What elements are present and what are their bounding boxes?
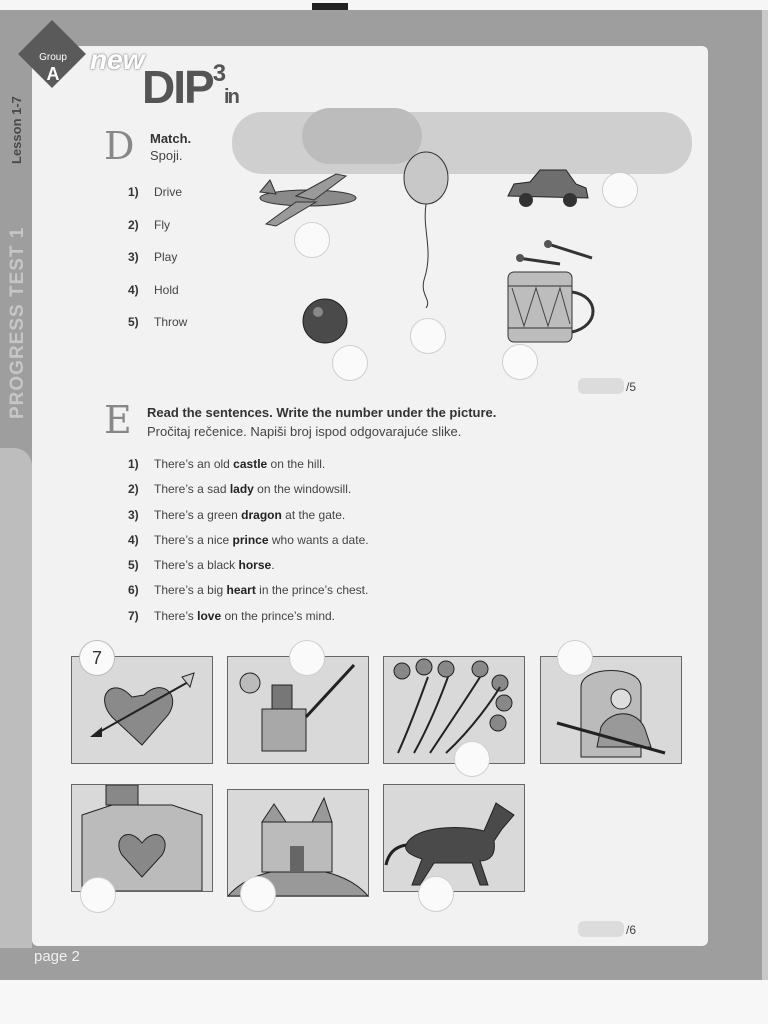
logo-new: new	[90, 44, 145, 75]
sentence-text: .	[271, 558, 275, 572]
d-item-num: 2)	[128, 218, 139, 232]
answer-circle-airplane[interactable]	[294, 222, 330, 258]
group-letter: A	[46, 64, 60, 84]
header-cloud-banner	[232, 112, 692, 174]
answer-circle-car[interactable]	[602, 172, 638, 208]
binder-tab	[312, 3, 348, 10]
sentence-num: 2)	[128, 482, 139, 496]
page-number: page 2	[34, 948, 80, 965]
sentence	[154, 508, 345, 522]
d-item-text: Throw	[154, 315, 188, 329]
logo-in: in	[224, 86, 238, 108]
car-icon	[504, 164, 592, 214]
answer-circle-drum[interactable]	[502, 344, 538, 380]
sentence-text: There’s	[154, 609, 198, 623]
balloon-icon	[398, 150, 454, 310]
sentence-text: on the windowsill.	[253, 482, 352, 496]
left-sidebar-bar	[0, 448, 32, 948]
score-e-label: /6	[626, 923, 637, 937]
bottom-margin	[0, 980, 768, 1024]
score-d-label: /5	[626, 380, 637, 394]
sentence-text: who wants a date.	[268, 533, 369, 547]
sentence-num: 3)	[128, 508, 139, 522]
answer-circle-lady[interactable]	[557, 640, 593, 676]
keyword: heart	[226, 583, 256, 597]
logo-brand-text: DIP	[142, 61, 213, 113]
sentence-num: 1)	[128, 457, 139, 471]
answer-circle-castle[interactable]	[240, 876, 276, 912]
sentence-text: There’s a green	[154, 508, 242, 522]
d-item-text: Fly	[154, 218, 170, 232]
prince-heart-icon	[72, 785, 212, 891]
lady-icon	[541, 657, 681, 763]
section-d-subtitle: Spoji.	[150, 148, 183, 163]
keyword: lady	[229, 482, 254, 496]
sentence	[154, 558, 275, 572]
sentence-text: There’s a nice	[154, 533, 233, 547]
logo-brand	[142, 60, 238, 114]
group-label: Group	[39, 52, 67, 63]
airplane-icon	[246, 170, 372, 230]
keyword: dragon	[241, 508, 282, 522]
sentence	[154, 609, 335, 623]
logo-sup: 3	[212, 60, 225, 87]
section-d-title: Match.	[150, 131, 192, 146]
answer-circle-ball[interactable]	[332, 345, 368, 381]
sentence	[154, 482, 351, 496]
sentence-text: on the prince’s mind.	[221, 609, 335, 623]
answer-circle-dragon[interactable]	[454, 741, 490, 777]
dragon-icon	[384, 657, 524, 763]
section-e-letter: E	[104, 398, 132, 442]
keyword: horse	[238, 558, 272, 572]
score-box-e[interactable]	[578, 921, 624, 937]
section-e-subtitle: Pročitaj rečenice. Napiši broj ispod odgovarajuće slike.	[147, 424, 462, 439]
example-answer: 7	[79, 640, 115, 676]
sentence-text: There’s a sad	[154, 482, 230, 496]
sentence-num: 6)	[128, 583, 139, 597]
picture-lady	[540, 656, 682, 764]
d-item-num: 5)	[128, 315, 139, 329]
sentence-num: 4)	[128, 533, 139, 547]
lesson-label: Lesson 1-7	[9, 96, 24, 164]
horse-icon	[384, 785, 524, 891]
picture-dragon	[383, 656, 525, 764]
d-item-text: Drive	[154, 185, 183, 199]
answer-circle-horse[interactable]	[418, 876, 454, 912]
d-item-num: 3)	[128, 250, 139, 264]
sentence	[154, 533, 369, 547]
answer-circle-balloon[interactable]	[410, 318, 446, 354]
keyword: love	[197, 609, 222, 623]
drum-icon	[500, 236, 600, 346]
top-margin	[0, 0, 768, 10]
sentence-text: in the prince’s chest.	[255, 583, 369, 597]
sentence-text: There’s a black	[154, 558, 239, 572]
sentence-text: There’s a big	[154, 583, 227, 597]
d-item-text: Hold	[154, 283, 179, 297]
picture-horse	[383, 784, 525, 892]
progress-test-label: PROGRESS TEST 1	[7, 226, 28, 419]
section-d-letter: D	[104, 124, 135, 168]
sentence	[154, 457, 325, 471]
d-item-text: Play	[154, 250, 178, 264]
sentence-text: at the gate.	[281, 508, 346, 522]
section-e-title: Read the sentences. Write the number under the picture.	[147, 405, 497, 420]
sentence-text: on the hill.	[267, 457, 326, 471]
d-item-num: 4)	[128, 283, 139, 297]
sentence	[154, 583, 368, 597]
d-item-num: 1)	[128, 185, 139, 199]
picture-prince-heart	[71, 784, 213, 892]
sentence-num: 7)	[128, 609, 139, 623]
sentence-num: 5)	[128, 558, 139, 572]
answer-circle-knight[interactable]	[289, 640, 325, 676]
sentence-text: There’s an old	[154, 457, 234, 471]
keyword: castle	[233, 457, 268, 471]
keyword: prince	[232, 533, 269, 547]
right-edge	[762, 10, 768, 980]
score-box-d[interactable]	[578, 378, 624, 394]
ball-icon	[300, 296, 350, 346]
answer-circle-prince-heart[interactable]	[80, 877, 116, 913]
